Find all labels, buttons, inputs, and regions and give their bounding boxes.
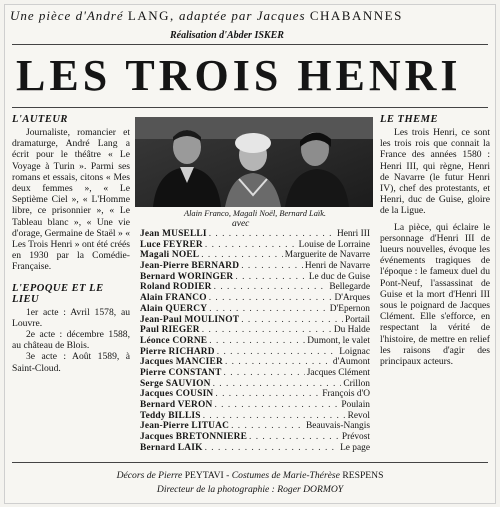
cast-leader-dots [217,347,338,358]
theme-paragraph-2: La pièce, qui éclaire le personnage d'Henri III de lueurs nouvelles, évoque les événements tragiques de l'époque : le fameux duel du Pont-Neuf, l'assassinat de Guise et la mort d'Henri III sous le poignard de Jacques Clément. Elle s'efforce, en respectant la vérité de l'histoire, de mettre en relief les raisons d'agir des principaux acteurs. [380,221,490,368]
author-heading: L'AUTEUR [12,114,68,125]
cast-actor: Roland RODIER [140,282,212,293]
cast-leader-dots [241,261,303,272]
cast-row [140,272,370,283]
bottom-divider [12,462,488,463]
cast-leader-dots [209,229,335,240]
cast-row [140,250,370,261]
cast-row [140,304,370,315]
cast-leader-dots [215,389,320,400]
cast-leader-dots [209,304,328,315]
cast-role: d'Aumont [332,357,370,368]
cast-role: Dumont, le valet [307,335,370,346]
act-1: 1er acte : Avril 1578, au Louvre. [12,306,130,329]
photography-label: Directeur de la photographie : [156,484,275,495]
cast-row [140,325,370,336]
cast-actor: Bernard WORINGER [140,271,234,282]
cast-role: Marguerite de Navarre [284,250,370,261]
cast-actor: Jean-Pierre LITUAC [140,421,230,432]
cast-actor: Pierre RICHARD [140,346,215,357]
cast-leader-dots [235,272,306,283]
cast-row [140,336,370,347]
theme-paragraph-1: Les trois Henri, ce sont les trois rois que connait la France des années 1580 : Henri III, qui règne, Henri de Navarre (le futur Henri IV), chef des protestants, et Henri, duc de Guise, gloire de la Ligue. [380,127,490,217]
cast-actor: Pierre CONSTANT [140,367,222,378]
cast-actor: Jean-Paul MOULINOT [140,314,240,325]
photo-caption: Alain Franco, Magali Noël, Bernard Laïk. [183,209,327,218]
photo-image [135,117,373,207]
cast-leader-dots [224,368,305,379]
theme-text [380,127,490,367]
cast-row [140,432,370,443]
costumes-name: RESPENS [342,470,384,481]
period-heading: L'EPOQUE ET LE LIEU [12,282,104,305]
cast-role: Portail [345,314,370,325]
cast-actor: Paul RIEGER [140,325,200,336]
cast-row [140,293,370,304]
cast-photo [135,117,373,207]
cast-row [140,357,370,368]
cast-row [140,443,370,454]
cast-role: Poulain [341,400,370,410]
cast-role: Henri III [336,229,370,239]
cast-role: D'Arques [334,293,370,304]
cast-role: Prévost [341,432,370,443]
cast-leader-dots [241,315,343,326]
cast-row [140,240,370,251]
cast-leader-dots [213,379,342,390]
cast-actor: Jacques COUSIN [140,389,214,400]
cast-actor: Alain QUERCY [140,303,208,314]
adapted-by-label: adaptée par Jacques [179,8,306,23]
cast-leader-dots [231,421,304,432]
credit-prefix: Une pièce d'André [10,8,124,23]
cast-row [140,389,370,400]
cast-row [140,282,370,293]
cast-actor: Jean MUSELLI [140,229,207,239]
cast-leader-dots [225,357,331,368]
cast-leader-dots [201,250,283,261]
decor-name: PEYTAVI [184,470,224,481]
cast-role: D'Epernon [329,303,370,314]
top-divider [12,44,488,45]
photography-name: Roger DORMOY [277,484,344,495]
cast-actor: Léonce CORNE [140,335,208,346]
cast-role: Du Halde [333,325,370,336]
cast-leader-dots [214,400,339,411]
right-column [380,112,490,367]
cast-row [140,379,370,390]
author-text [12,127,130,273]
cast-row [140,400,370,411]
cast-role: Revol [347,410,370,421]
left-column [12,112,130,374]
cast-role: Louise de Lorraine [298,239,370,250]
cast-actor: Bernard LAIK [140,442,203,453]
cast-intro: avec [232,219,250,229]
cast-leader-dots [205,240,297,251]
theme-heading: LE THEME [380,114,438,125]
decor-credit [12,470,488,481]
cast-role: Le duc de Guise [308,271,370,282]
cast-row [140,421,370,432]
costumes-label: - Costumes de Marie-Thérèse [226,470,340,481]
cast-role: Bellegarde [329,282,370,293]
cast-leader-dots [209,336,305,347]
cast-row [140,347,370,358]
cast-leader-dots [209,293,333,304]
cast-row [140,368,370,379]
cast-row [140,229,370,240]
cast-leader-dots [249,432,340,443]
cast-actor: Jacques BRETONNIERE [140,432,248,443]
cast-role: Le page [340,442,370,453]
cast-actor: Jacques MANCIER [140,357,223,368]
cast-role: Henri de Navarre [304,261,370,272]
adapter-name: CHABANNES [309,8,403,23]
photography-credit [12,484,488,495]
cast-actor: Magali NOEL [140,250,200,261]
cast-leader-dots [203,411,346,422]
act-2: 2e acte : décembre 1588, au château de Blois. [12,329,130,352]
decor-label: Décors de Pierre [116,470,183,481]
author-paragraph: Journaliste, romancier et dramaturge, André Lang a écrit pour le théâtre « Le Voyage à Turin ». Parmi ses romans et essais, citons « Mes deux femmes », « Le Septième Ciel », « L'Homme libre, ce prisonnier », « Le Tableau blanc », « Une vie d'orage, Germaine de Staël » « Les Trois Henri » ont été créés en 1930 par la Comédie-Française. [12,127,130,273]
realisation-credit: Réalisation d'Abder ISKER [170,30,284,41]
cast-leader-dots [214,282,328,293]
cast-role: Beauvais-Nangis [305,421,370,432]
act-3: 3e acte : Août 1589, à Saint-Cloud. [12,351,130,374]
cast-actor: Jean-Pierre BERNARD [140,261,240,272]
credit-line [10,8,490,24]
cast-leader-dots [205,443,339,454]
cast-actor: Bernard VERON [140,400,213,410]
author-name: LANG, [127,8,175,23]
cast-row [140,261,370,272]
period-text [12,307,130,374]
cast-list [140,229,370,453]
cast-actor: Luce FEYRER [140,239,203,250]
cast-row [140,411,370,422]
cast-role: François d'O [322,389,370,400]
cast-actor: Serge SAUVION [140,378,211,389]
title-divider [12,107,488,108]
cast-role: Jacques Clément [306,367,370,378]
cast-role: Loignac [339,346,370,357]
cast-role: Crillon [343,378,370,389]
cast-actor: Teddy BILLIS [140,410,201,421]
page-title: LES TROIS HENRI [16,51,462,100]
cast-actor: Alain FRANCO [140,293,207,304]
cast-leader-dots [202,325,332,336]
cast-row [140,315,370,326]
